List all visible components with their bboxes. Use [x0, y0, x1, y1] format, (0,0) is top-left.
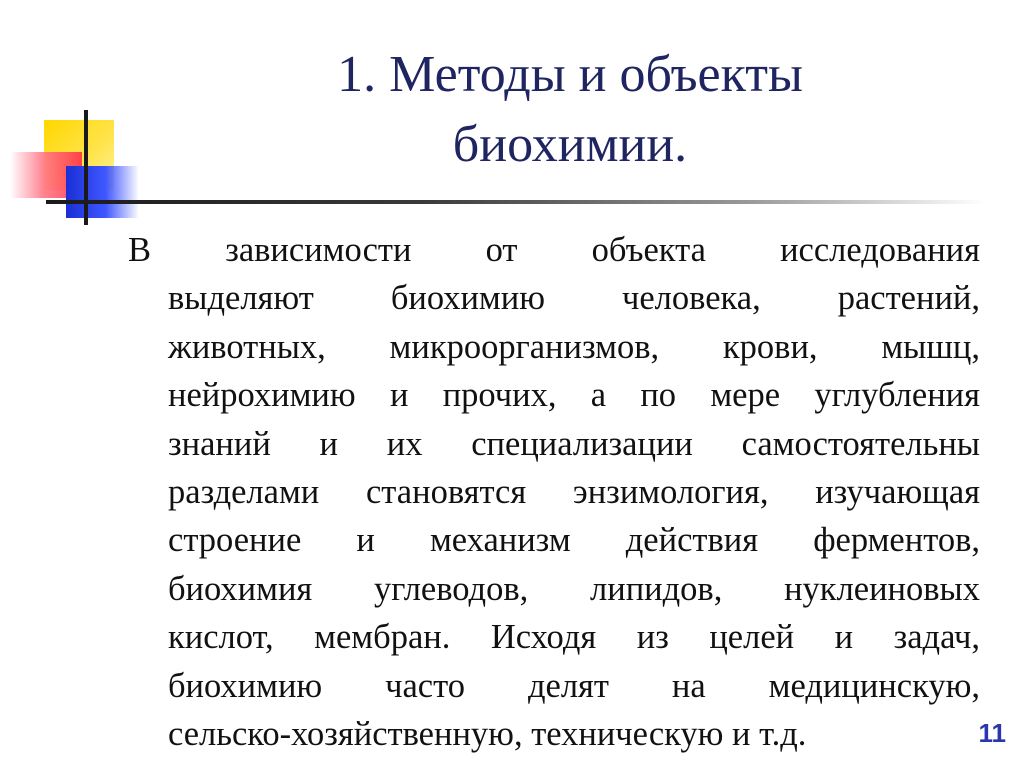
body-line: биохимию часто делят на медицинскую,: [168, 666, 980, 705]
body-line: биохимия углеводов, липидов, нуклеиновых: [168, 569, 980, 608]
decorative-logo: [0, 0, 140, 240]
slide-body-text: [128, 226, 980, 758]
vertical-rule: [84, 110, 88, 225]
body-line: строение и механизм действия ферментов,: [168, 521, 980, 560]
title-line: биохимии.: [452, 116, 688, 173]
title-line: 1. Методы и объекты: [337, 46, 803, 103]
slide-title: [160, 40, 980, 180]
body-line: животных, микроорганизмов, крови, мышц,: [168, 327, 980, 366]
body-line: сельско-хозяйственную, техническую и т.д.: [168, 715, 807, 754]
body-line: нейрохимию и прочих, а по мере углубления: [168, 376, 980, 415]
body-line: знаний и их специализации самостоятельны: [168, 424, 980, 463]
title-divider: [46, 200, 986, 204]
body-line: выделяют биохимию человека, растений,: [168, 279, 980, 318]
body-line: В зависимости от объекта исследования: [128, 231, 980, 269]
page-number: 11: [978, 718, 1006, 748]
body-line: кислот, мембран. Исходя из целей и задач,: [168, 618, 980, 657]
body-line: разделами становятся энзимология, изучающая: [168, 473, 980, 512]
blue-square-decoration: [66, 166, 138, 218]
